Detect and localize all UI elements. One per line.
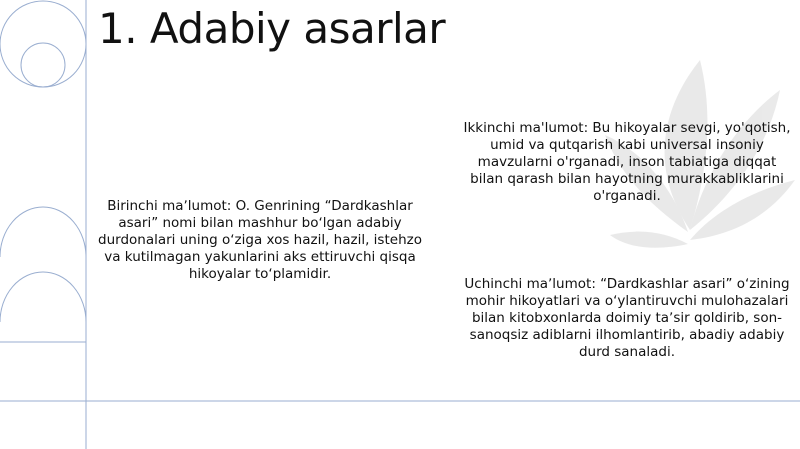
third-info-paragraph: Uchinchi maʼlumot: “Dardkashlar asari” oʻzining mohir hikoyatlari va oʻylantiruvchi mulohazalari bilan kitobxonlarda doimiy taʼsir qoldirib, son-sanoqsiz adiblarni ilhomlantirib, abadiy adabiy durd sanaladi. [464, 276, 790, 360]
slide-title: 1. Adabiy asarlar [98, 4, 446, 53]
outline-circle-large [0, 1, 86, 87]
second-info-paragraph: Ikkinchi ma'lumot: Bu hikoyalar sevgi, yo'qotish, umid va qutqarish kabi universal insoniy mavzularni o'rganadi, inson tabiatiga diqqat bilan qarash bilan hayotning murakkabliklarini o'rganadi. [463, 120, 791, 204]
outline-arch-lower [0, 272, 86, 322]
outline-arch-upper [0, 207, 86, 449]
first-info-paragraph: Birinchi maʼlumot: O. Genrining “Dardkashlar asari” nomi bilan mashhur boʻlgan adabiy durdonalari uning oʻziga xos hazil, hazil, istehzo va kutilmagan yakunlarini aks ettiruvchi qisqa hikoyalar toʻplamidir. [98, 198, 422, 282]
outline-circle-small [21, 43, 65, 87]
